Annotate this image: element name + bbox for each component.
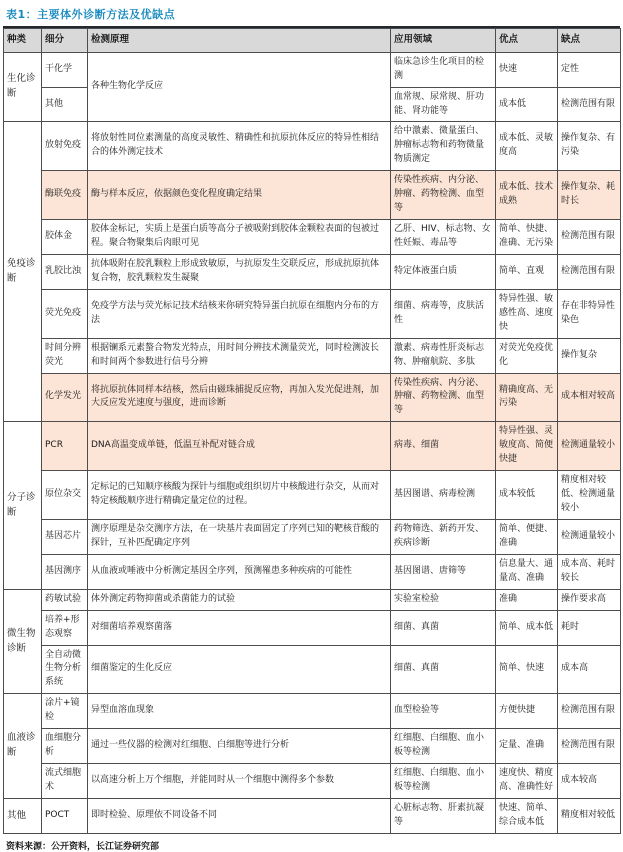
cons-cell: 检测通量较小	[558, 422, 621, 471]
category-cell: 其他	[4, 798, 42, 833]
pros-cell: 简单、快速	[496, 645, 558, 694]
category-cell: 分子诊断	[4, 422, 42, 589]
category-cell: 免疫诊断	[4, 122, 42, 422]
field-cell: 红细胞、白细胞、血小板等检测	[391, 729, 496, 764]
pros-cell: 成本低、技术成熟	[496, 171, 558, 220]
field-cell: 基因图谱、病毒检测	[391, 471, 496, 520]
table-title: 表1：主要体外诊断方法及优缺点	[6, 8, 176, 21]
pros-cell: 信息量大、通量高、准确	[496, 554, 558, 589]
table-row	[4, 589, 621, 610]
table-row	[4, 645, 621, 694]
method-cell: POCT	[42, 798, 88, 833]
method-cell: 酶联免疫	[42, 171, 88, 220]
pros-cell: 快速	[496, 52, 558, 87]
cons-cell: 耗时	[558, 610, 621, 645]
pros-cell: 特异性强、敏感性高、速度快	[496, 289, 558, 338]
field-cell: 红细胞、白细胞、血小板等检测	[391, 764, 496, 799]
table-row	[4, 254, 621, 289]
method-cell: 胶体金	[42, 220, 88, 255]
principle-cell: 各种生物化学反应	[88, 52, 391, 122]
column-header-2: 检测原理	[88, 29, 391, 53]
cons-cell: 操作复杂、有污染	[558, 122, 621, 171]
method-cell: 涂片+镜检	[42, 694, 88, 729]
method-cell: 其他	[42, 87, 88, 122]
principle-cell: 将放射性同位素测量的高度灵敏性、精确性和抗原抗体反应的特异性相结合的体外测定技术	[88, 122, 391, 171]
pros-cell: 特异性强、灵敏度高、简便快捷	[496, 422, 558, 471]
field-cell: 临床急诊生化项目的检测	[391, 52, 496, 87]
principle-cell: 免疫学方法与荧光标记技术结核来你研究特异蛋白抗原在细胞内分布的方法	[88, 289, 391, 338]
pros-cell: 成本低	[496, 87, 558, 122]
source-note: 资料来源：公开资料，长江证券研究部	[6, 841, 160, 852]
table-row	[4, 422, 621, 471]
cons-cell: 检测范围有限	[558, 729, 621, 764]
method-cell: 全自动微生物分析系统	[42, 645, 88, 694]
cons-cell: 成本高	[558, 645, 621, 694]
table-row	[4, 610, 621, 645]
principle-cell: 胶体金标记，实质上是蛋白质等高分子被吸附到胶体金颗粒表面的包被过程。聚合物聚集后肉眼可见	[88, 220, 391, 255]
cons-cell: 存在非特异性染色	[558, 289, 621, 338]
cons-cell: 精度相对较低	[558, 798, 621, 833]
column-header-0: 种类	[4, 29, 42, 53]
cons-cell: 操作复杂、耗时长	[558, 171, 621, 220]
method-cell: 放射免疫	[42, 122, 88, 171]
field-cell: 特定体液蛋白质	[391, 254, 496, 289]
table-row	[4, 338, 621, 373]
field-cell: 基因图谱、唐筛等	[391, 554, 496, 589]
table-row	[4, 729, 621, 764]
pros-cell: 快速、简单、综合成本低	[496, 798, 558, 833]
header-row	[4, 29, 621, 53]
principle-cell: 异型血溶血现象	[88, 694, 391, 729]
method-cell: 培养+形态观察	[42, 610, 88, 645]
field-cell: 给中激素、微量蛋白、肿瘤标志物和药物微量物质测定	[391, 122, 496, 171]
field-cell: 血型检验等	[391, 694, 496, 729]
cons-cell: 操作要求高	[558, 589, 621, 610]
pros-cell: 成本较低	[496, 471, 558, 520]
method-cell: 血细胞分析	[42, 729, 88, 764]
pros-cell: 简单、成本低	[496, 610, 558, 645]
principle-cell: 即时检验、原理依不同设备不同	[88, 798, 391, 833]
table-row	[4, 519, 621, 554]
column-header-3: 应用领域	[391, 29, 496, 53]
table-row	[4, 554, 621, 589]
cons-cell: 检测通量较小	[558, 519, 621, 554]
cons-cell: 检测范围有限	[558, 254, 621, 289]
pros-cell: 简单、便捷、准确	[496, 519, 558, 554]
table-row	[4, 220, 621, 255]
table-row	[4, 122, 621, 171]
method-cell: 流式细胞术	[42, 764, 88, 799]
cons-cell: 精度相对较低、检测通量较小	[558, 471, 621, 520]
ivd-methods-table	[3, 28, 621, 834]
principle-cell: DNA高温变成单链，低温互补配对链合成	[88, 422, 391, 471]
field-cell: 乙肝、HIV、标志物、女性妊娠、毒品等	[391, 220, 496, 255]
method-cell: 基因芯片	[42, 519, 88, 554]
field-cell: 细菌、病毒等，皮肤活性	[391, 289, 496, 338]
field-cell: 激素、病毒性肝炎标志物、肿瘤航院、多肽	[391, 338, 496, 373]
pros-cell: 精确度高、无污染	[496, 373, 558, 422]
cons-cell: 成本高、耗时较长	[558, 554, 621, 589]
method-cell: 干化学	[42, 52, 88, 87]
principle-cell: 细菌鉴定的生化反应	[88, 645, 391, 694]
pros-cell: 简单、直观	[496, 254, 558, 289]
principle-cell: 酶与样本反应，依据颜色变化程度确定结果	[88, 171, 391, 220]
table-row	[4, 764, 621, 799]
table-row	[4, 52, 621, 87]
table-row	[4, 471, 621, 520]
method-cell: 药敏试验	[42, 589, 88, 610]
category-cell: 微生物诊断	[4, 589, 42, 694]
cons-cell: 成本较高	[558, 764, 621, 799]
principle-cell: 对细菌培养观察菌落	[88, 610, 391, 645]
table-row	[4, 694, 621, 729]
cons-cell: 操作复杂	[558, 338, 621, 373]
principle-cell: 以高速分析上万个细胞，并能同时从一个细胞中测得多个参数	[88, 764, 391, 799]
column-header-5: 缺点	[558, 29, 621, 53]
column-header-4: 优点	[496, 29, 558, 53]
principle-cell: 根据镧系元素螯合物发光特点，用时间分辨技术测量荧光，同时检测波长和时间两个参数进行信号分辨	[88, 338, 391, 373]
cons-cell: 成本相对较高	[558, 373, 621, 422]
field-cell: 传染性疾病、内分泌、肿瘤、药物检测、血型等	[391, 373, 496, 422]
field-cell: 病毒、细菌	[391, 422, 496, 471]
cons-cell: 定性	[558, 52, 621, 87]
cons-cell: 检测范围有限	[558, 87, 621, 122]
category-cell: 血液诊断	[4, 694, 42, 799]
cons-cell: 检测范围有限	[558, 694, 621, 729]
pros-cell: 成本低、灵敏度高	[496, 122, 558, 171]
method-cell: 基因测序	[42, 554, 88, 589]
pros-cell: 速度快、精度高、准确性好	[496, 764, 558, 799]
field-cell: 传染性疾病、内分泌、肿瘤、药物检测、血型等	[391, 171, 496, 220]
pros-cell: 对荧光免疫优化	[496, 338, 558, 373]
table-row	[4, 289, 621, 338]
principle-cell: 抗体吸附在胶乳颗粒上形成致敏原，与抗原发生交联反应，形成抗原抗体复合物，胶乳颗粒发生凝聚	[88, 254, 391, 289]
method-cell: 原位杂交	[42, 471, 88, 520]
table-body	[4, 52, 621, 833]
pros-cell: 简单、快捷、准确、无污染	[496, 220, 558, 255]
principle-cell: 通过一些仪器的检测对红细胞、白细胞等进行分析	[88, 729, 391, 764]
method-cell: PCR	[42, 422, 88, 471]
table-row	[4, 171, 621, 220]
field-cell: 细菌、真菌	[391, 645, 496, 694]
principle-cell: 定标记的已知顺序核酸为探针与细胞或组织切片中核酸进行杂交，从而对特定核酸顺序进行精确定量定位的过程。	[88, 471, 391, 520]
pros-cell: 准确	[496, 589, 558, 610]
method-cell: 时间分辨荧光	[42, 338, 88, 373]
principle-cell: 从血液或唾液中分析测定基因全序列，预测罹患多种疾病的可能性	[88, 554, 391, 589]
method-cell: 化学发光	[42, 373, 88, 422]
principle-cell: 测序原理是杂交测序方法，在一块基片表面固定了序列已知的靶核苷酸的探针，互补匹配确定序列	[88, 519, 391, 554]
principle-cell: 将抗原抗体同样本结核，然后由磁珠捕捉反应物，再加入发光促进剂，加大反应发光速度与强度，进而诊断	[88, 373, 391, 422]
column-header-1: 细分	[42, 29, 88, 53]
pros-cell: 定量、准确	[496, 729, 558, 764]
cons-cell: 检测范围有限	[558, 220, 621, 255]
method-cell: 乳胶比浊	[42, 254, 88, 289]
method-cell: 荧光免疫	[42, 289, 88, 338]
table-row	[4, 798, 621, 833]
field-cell: 心脏标志物、肝素抗凝等	[391, 798, 496, 833]
field-cell: 血常规、尿常规、肝功能、肾功能等	[391, 87, 496, 122]
category-cell: 生化诊断	[4, 52, 42, 122]
table-row	[4, 373, 621, 422]
field-cell: 药物筛选、新药开发、疾病诊断	[391, 519, 496, 554]
pros-cell: 方便快捷	[496, 694, 558, 729]
principle-cell: 体外测定药物抑菌或杀菌能力的试验	[88, 589, 391, 610]
field-cell: 实验室检验	[391, 589, 496, 610]
table-header-row	[4, 29, 621, 53]
field-cell: 细菌、真菌	[391, 610, 496, 645]
